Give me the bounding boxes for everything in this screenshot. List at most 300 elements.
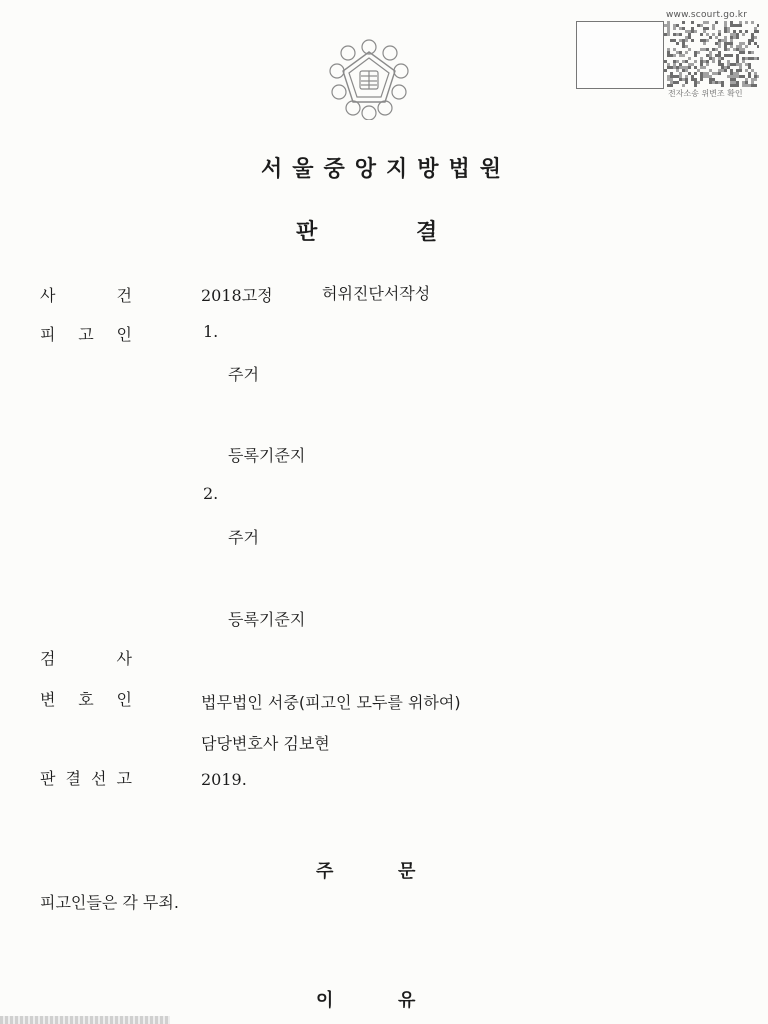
code-pattern-cell (679, 39, 682, 42)
code-pattern-cell (718, 33, 721, 36)
code-pattern-cell (748, 57, 751, 60)
code-pattern-cell (721, 57, 724, 60)
code-pattern-cell (682, 66, 685, 69)
code-pattern-cell (730, 69, 733, 72)
code-pattern-cell (727, 66, 730, 69)
code-pattern-cell (703, 42, 706, 45)
code-pattern-cell (724, 36, 727, 39)
code-pattern-cell (751, 36, 754, 39)
code-pattern-cell (745, 69, 748, 72)
code-pattern-cell (688, 33, 691, 36)
code-pattern-cell (679, 72, 682, 75)
code-pattern-cell (673, 27, 676, 30)
code-pattern-cell (736, 72, 739, 75)
code-pattern-cell (667, 48, 670, 51)
code-pattern-cell (745, 84, 748, 87)
code-pattern-cell (739, 21, 742, 24)
code-pattern-cell (697, 51, 700, 54)
court-name: 서울중앙지방법원 (260, 157, 512, 182)
code-pattern-cell (718, 69, 721, 72)
code-pattern-cell (694, 54, 697, 57)
defendant-label: 피 고 인 (40, 325, 132, 344)
code-pattern-cell (754, 84, 757, 87)
code-pattern-cell (706, 33, 709, 36)
code-pattern-cell (706, 54, 709, 57)
code-pattern-cell (682, 39, 685, 42)
code-pattern-cell (676, 42, 679, 45)
code-pattern-cell (712, 81, 715, 84)
code-pattern-cell (736, 45, 739, 48)
code-pattern-cell (673, 81, 676, 84)
code-pattern-cell (724, 30, 727, 33)
code-pattern-cell (682, 84, 685, 87)
code-pattern-cell (709, 36, 712, 39)
verdict-date-label: 판 결 선 고 (40, 769, 132, 788)
code-pattern-cell (691, 21, 694, 24)
code-pattern-cell (748, 63, 751, 66)
code-pattern-cell (709, 69, 712, 72)
code-pattern-cell (745, 45, 748, 48)
code-pattern-cell (754, 36, 757, 39)
code-pattern-cell (676, 60, 679, 63)
code-pattern-cell (715, 54, 718, 57)
code-pattern-cell (670, 54, 673, 57)
code-pattern-cell (679, 78, 682, 81)
code-pattern-cell (739, 48, 742, 51)
code-pattern-cell (712, 33, 715, 36)
code-pattern-cell (676, 69, 679, 72)
code-pattern-cell (754, 78, 757, 81)
defendant-registry-label: 등록기준지 (228, 446, 306, 465)
verify-url: www.scourt.go.kr (666, 10, 748, 20)
code-pattern-cell (718, 51, 721, 54)
code-pattern-cell (715, 42, 718, 45)
code-pattern-cell (703, 27, 706, 30)
code-pattern-cell (664, 33, 667, 36)
counsel-attorney: 담당변호사 김보현 (201, 734, 330, 753)
code-pattern-cell (742, 60, 745, 63)
code-pattern-cell (664, 60, 667, 63)
code-pattern-cell (673, 63, 676, 66)
code-pattern-cell (727, 54, 730, 57)
code-pattern-cell (757, 45, 759, 48)
code-pattern-cell (754, 72, 757, 75)
code-pattern-cell (700, 66, 703, 69)
code-pattern-cell (700, 39, 703, 42)
code-pattern-cell (733, 78, 736, 81)
code-pattern-cell (748, 42, 751, 45)
code-pattern-cell (736, 24, 739, 27)
code-pattern-cell (700, 57, 703, 60)
code-pattern-cell (736, 60, 739, 63)
code-pattern-cell (724, 45, 727, 48)
code-pattern-cell (685, 45, 688, 48)
code-pattern-cell (691, 39, 694, 42)
code-pattern-cell (751, 39, 754, 42)
code-pattern-cell (688, 63, 691, 66)
code-pattern-cell (718, 63, 721, 66)
code-pattern-cell (736, 75, 739, 78)
code-pattern-cell (673, 66, 676, 69)
code-pattern-cell (709, 78, 712, 81)
defendant-number: 2. (203, 484, 219, 503)
code-pattern-cell (724, 69, 727, 72)
code-pattern-cell (730, 42, 733, 45)
code-pattern-cell (748, 39, 751, 42)
code-pattern-cell (733, 48, 736, 51)
code-pattern-cell (727, 63, 730, 66)
case-number: 2018고정 (201, 286, 273, 305)
code-pattern-cell (754, 27, 757, 30)
code-pattern-cell (697, 69, 700, 72)
code-pattern-cell (670, 75, 673, 78)
code-pattern-cell (691, 30, 694, 33)
code-pattern-cell (745, 30, 748, 33)
code-pattern-cell (715, 21, 718, 24)
code-pattern-cell (667, 51, 670, 54)
code-pattern-cell (709, 75, 712, 78)
code-pattern-cell (700, 24, 703, 27)
code-pattern-cell (700, 48, 703, 51)
code-pattern-cell (694, 78, 697, 81)
code-pattern-cell (679, 33, 682, 36)
code-pattern-cell (742, 57, 745, 60)
code-pattern-cell (670, 78, 673, 81)
code-pattern-cell (748, 51, 751, 54)
code-pattern-cell (718, 57, 721, 60)
code-pattern-cell (670, 39, 673, 42)
code-pattern-cell (673, 54, 676, 57)
code-pattern-cell (694, 30, 697, 33)
code-pattern-cell (667, 78, 670, 81)
verification-box (576, 21, 664, 89)
code-pattern-cell (685, 30, 688, 33)
code-pattern-cell (670, 66, 673, 69)
code-pattern-cell (673, 60, 676, 63)
code-pattern-cell (685, 36, 688, 39)
code-pattern-cell (712, 57, 715, 60)
code-pattern-cell (727, 30, 730, 33)
code-pattern-cell (718, 72, 721, 75)
code-pattern-cell (706, 21, 709, 24)
code-pattern-cell (667, 21, 670, 24)
code-pattern-cell (676, 66, 679, 69)
code-pattern-cell (751, 78, 754, 81)
code-pattern-cell (739, 45, 742, 48)
code-pattern-cell (736, 57, 739, 60)
code-pattern-cell (682, 21, 685, 24)
code-pattern-cell (730, 24, 733, 27)
code-pattern-cell (730, 54, 733, 57)
code-pattern-cell (742, 33, 745, 36)
code-pattern-cell (706, 60, 709, 63)
code-pattern-cell (685, 66, 688, 69)
code-pattern-cell (679, 66, 682, 69)
verification-code-pattern (664, 21, 759, 87)
code-pattern-cell (724, 48, 727, 51)
code-pattern-cell (706, 27, 709, 30)
code-pattern-cell (688, 36, 691, 39)
code-pattern-cell (742, 84, 745, 87)
code-pattern-cell (706, 48, 709, 51)
code-pattern-cell (727, 27, 730, 30)
code-pattern-cell (739, 42, 742, 45)
code-pattern-cell (703, 39, 706, 42)
code-pattern-cell (694, 81, 697, 84)
code-pattern-cell (667, 27, 670, 30)
code-pattern-cell (757, 57, 759, 60)
code-pattern-cell (733, 30, 736, 33)
code-pattern-cell (691, 75, 694, 78)
counsel-label: 변 호 인 (40, 690, 132, 709)
code-pattern-cell (712, 24, 715, 27)
code-pattern-cell (736, 54, 739, 57)
code-pattern-cell (745, 21, 748, 24)
order-text: 피고인들은 각 무죄. (40, 893, 179, 912)
code-pattern-cell (673, 48, 676, 51)
code-pattern-cell (703, 72, 706, 75)
code-pattern-cell (703, 30, 706, 33)
verdict-date-value: 2019. (201, 770, 247, 789)
code-pattern-cell (757, 30, 759, 33)
case-label: 사 건 (40, 286, 132, 305)
code-pattern-cell (685, 60, 688, 63)
code-pattern-cell (751, 69, 754, 72)
document-title-char: 결 (416, 220, 438, 245)
code-pattern-cell (718, 45, 721, 48)
code-pattern-cell (733, 81, 736, 84)
code-pattern-cell (688, 66, 691, 69)
code-pattern-cell (724, 39, 727, 42)
code-pattern-cell (718, 81, 721, 84)
code-pattern-cell (712, 48, 715, 51)
code-pattern-cell (754, 57, 757, 60)
code-pattern-cell (685, 51, 688, 54)
code-pattern-cell (673, 33, 676, 36)
code-pattern-cell (664, 69, 667, 72)
code-pattern-cell (751, 57, 754, 60)
code-pattern-cell (670, 84, 673, 87)
code-pattern-cell (751, 81, 754, 84)
code-pattern-cell (679, 63, 682, 66)
code-pattern-cell (676, 51, 679, 54)
code-pattern-cell (730, 21, 733, 24)
code-pattern-cell (679, 75, 682, 78)
code-pattern-cell (730, 33, 733, 36)
code-pattern-cell (730, 78, 733, 81)
code-pattern-cell (724, 42, 727, 45)
code-pattern-cell (682, 42, 685, 45)
code-pattern-cell (667, 75, 670, 78)
code-pattern-cell (748, 66, 751, 69)
code-pattern-cell (667, 84, 670, 87)
code-pattern-cell (745, 63, 748, 66)
prosecutor-label: 검 사 (40, 649, 132, 668)
code-pattern-cell (718, 39, 721, 42)
scan-edge-artifact (0, 1016, 170, 1024)
code-pattern-cell (700, 33, 703, 36)
code-pattern-cell (730, 75, 733, 78)
code-pattern-cell (730, 36, 733, 39)
code-pattern-cell (754, 75, 757, 78)
code-pattern-cell (700, 60, 703, 63)
code-pattern-cell (694, 51, 697, 54)
code-pattern-cell (700, 63, 703, 66)
code-pattern-cell (721, 69, 724, 72)
code-pattern-cell (712, 60, 715, 63)
code-pattern-cell (754, 42, 757, 45)
code-pattern-cell (706, 39, 709, 42)
code-pattern-cell (712, 72, 715, 75)
court-seal-emblem (328, 38, 410, 120)
code-pattern-cell (751, 51, 754, 54)
code-pattern-cell (715, 36, 718, 39)
code-pattern-cell (730, 45, 733, 48)
code-pattern-cell (745, 78, 748, 81)
code-pattern-cell (712, 27, 715, 30)
code-pattern-cell (754, 30, 757, 33)
code-pattern-cell (667, 54, 670, 57)
code-pattern-cell (739, 66, 742, 69)
code-pattern-cell (730, 84, 733, 87)
code-pattern-cell (751, 33, 754, 36)
code-pattern-cell (694, 72, 697, 75)
code-pattern-cell (694, 66, 697, 69)
code-pattern-cell (667, 24, 670, 27)
code-pattern-cell (697, 24, 700, 27)
code-pattern-cell (700, 78, 703, 81)
code-pattern-cell (673, 39, 676, 42)
code-pattern-cell (709, 57, 712, 60)
code-pattern-cell (715, 81, 718, 84)
code-pattern-cell (724, 24, 727, 27)
code-pattern-cell (664, 24, 667, 27)
code-pattern-cell (727, 60, 730, 63)
code-pattern-cell (703, 60, 706, 63)
code-pattern-cell (745, 57, 748, 60)
code-pattern-cell (727, 42, 730, 45)
code-pattern-cell (688, 72, 691, 75)
code-pattern-cell (694, 84, 697, 87)
code-pattern-cell (739, 30, 742, 33)
code-pattern-cell (682, 27, 685, 30)
code-pattern-cell (727, 75, 730, 78)
code-pattern-cell (724, 66, 727, 69)
code-pattern-cell (724, 27, 727, 30)
code-pattern-cell (733, 33, 736, 36)
code-pattern-cell (673, 75, 676, 78)
code-pattern-cell (694, 60, 697, 63)
code-pattern-cell (718, 42, 721, 45)
code-pattern-cell (724, 21, 727, 24)
code-pattern-cell (691, 63, 694, 66)
code-pattern-cell (709, 51, 712, 54)
code-pattern-cell (736, 84, 739, 87)
code-pattern-cell (742, 42, 745, 45)
code-pattern-cell (667, 66, 670, 69)
code-pattern-cell (691, 78, 694, 81)
code-pattern-cell (724, 54, 727, 57)
code-pattern-cell (721, 39, 724, 42)
code-pattern-cell (733, 84, 736, 87)
code-pattern-cell (688, 57, 691, 60)
code-pattern-cell (718, 54, 721, 57)
code-pattern-cell (730, 63, 733, 66)
code-pattern-cell (751, 84, 754, 87)
code-pattern-cell (733, 63, 736, 66)
code-pattern-cell (667, 63, 670, 66)
defendant-registry-label: 등록기준지 (228, 610, 306, 629)
code-pattern-cell (712, 78, 715, 81)
code-pattern-cell (682, 45, 685, 48)
code-pattern-cell (721, 63, 724, 66)
code-pattern-cell (757, 24, 759, 27)
code-pattern-cell (745, 81, 748, 84)
code-pattern-cell (700, 72, 703, 75)
code-pattern-cell (670, 72, 673, 75)
case-name: 허위진단서작성 (322, 284, 431, 303)
code-pattern-cell (736, 69, 739, 72)
code-pattern-cell (679, 27, 682, 30)
code-pattern-cell (709, 81, 712, 84)
code-pattern-cell (682, 60, 685, 63)
code-pattern-cell (733, 24, 736, 27)
defendant-number: 1. (203, 322, 219, 341)
code-pattern-cell (730, 39, 733, 42)
code-pattern-cell (742, 75, 745, 78)
code-pattern-cell (676, 75, 679, 78)
verify-caption: 전자소송 위변조 확인 (668, 89, 743, 98)
code-pattern-cell (682, 69, 685, 72)
code-pattern-cell (688, 30, 691, 33)
code-pattern-cell (721, 84, 724, 87)
code-pattern-cell (733, 36, 736, 39)
code-pattern-cell (700, 75, 703, 78)
code-pattern-cell (739, 63, 742, 66)
code-pattern-cell (670, 81, 673, 84)
code-pattern-cell (688, 48, 691, 51)
code-pattern-cell (742, 51, 745, 54)
code-pattern-cell (667, 30, 670, 33)
code-pattern-cell (682, 54, 685, 57)
code-pattern-cell (730, 81, 733, 84)
code-pattern-cell (739, 75, 742, 78)
code-pattern-cell (682, 78, 685, 81)
code-pattern-cell (736, 81, 739, 84)
code-pattern-cell (739, 24, 742, 27)
code-pattern-cell (748, 72, 751, 75)
code-pattern-cell (703, 66, 706, 69)
code-pattern-cell (676, 24, 679, 27)
code-pattern-cell (715, 72, 718, 75)
code-pattern-cell (715, 48, 718, 51)
document-title-char: 판 (296, 220, 318, 245)
code-pattern-cell (736, 33, 739, 36)
code-pattern-cell (697, 81, 700, 84)
code-pattern-cell (709, 54, 712, 57)
defendant-address-label: 주거 (228, 528, 259, 547)
code-pattern-cell (679, 54, 682, 57)
code-pattern-cell (739, 69, 742, 72)
code-pattern-cell (676, 33, 679, 36)
code-pattern-cell (685, 78, 688, 81)
code-pattern-cell (742, 48, 745, 51)
code-pattern-cell (718, 30, 721, 33)
code-pattern-cell (685, 39, 688, 42)
code-pattern-cell (733, 75, 736, 78)
code-pattern-cell (691, 27, 694, 30)
code-pattern-cell (748, 84, 751, 87)
